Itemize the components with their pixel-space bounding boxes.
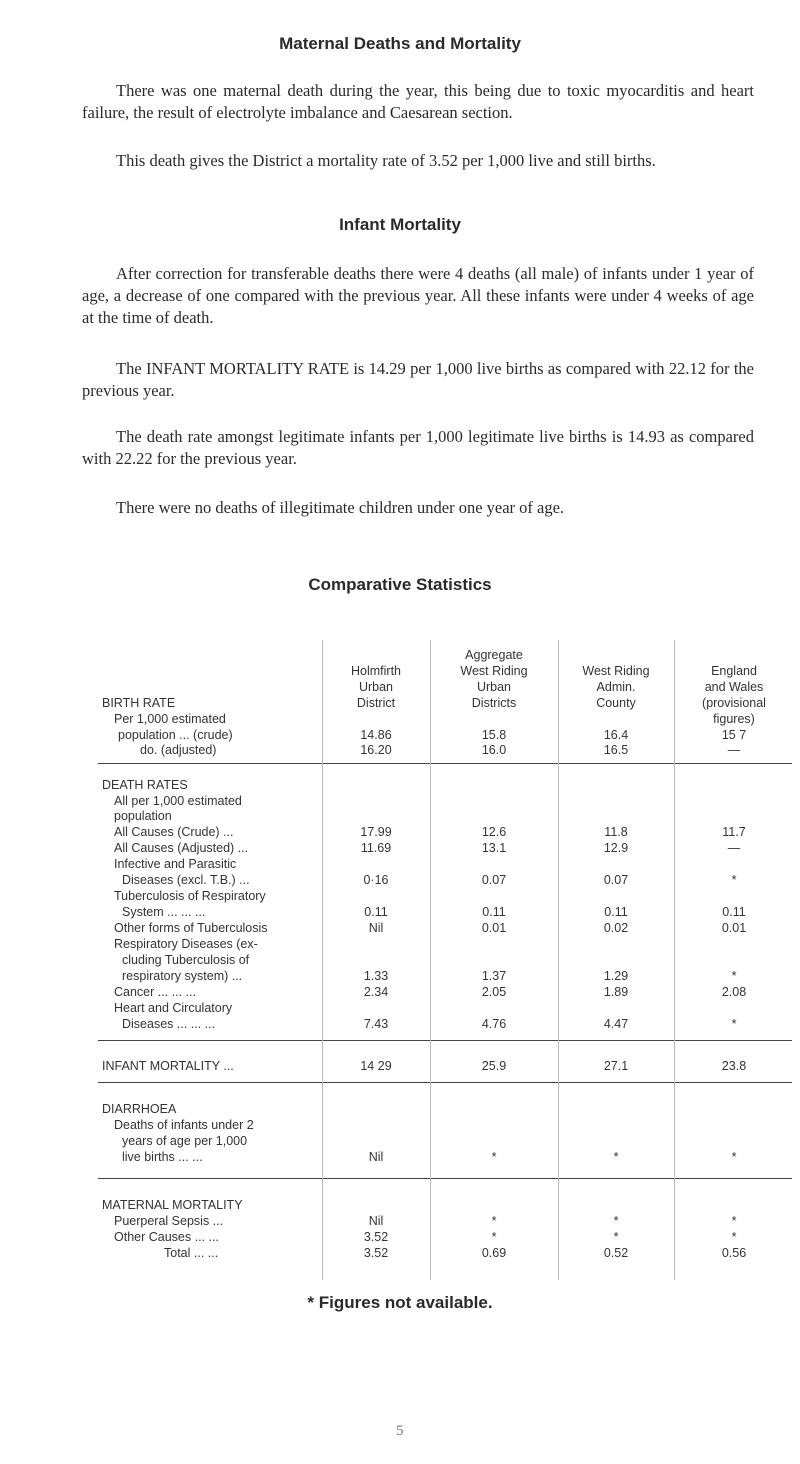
birth-crude-label: population ... (crude) bbox=[118, 728, 233, 742]
death-row-7-c4: 2.08 bbox=[721, 985, 747, 999]
death-row-4-c1: 0.11 bbox=[364, 905, 388, 919]
birth-adjusted-c3: 16.5 bbox=[603, 743, 629, 757]
death-row-5-c1: Nil bbox=[368, 921, 384, 935]
table-rule-2 bbox=[98, 1040, 792, 1041]
maternal-paragraph-1: There was one maternal death during the year, this being due to toxic myocarditis and heart failure, the result of electrolyte imbalance and Caesarean section. bbox=[82, 81, 754, 122]
death-row-6-c4: * bbox=[731, 969, 737, 983]
death-row-1-c4: 11.7 bbox=[722, 825, 746, 839]
death-rates-title: DEATH RATES bbox=[102, 778, 188, 792]
death-row-6-c1: 1.33 bbox=[363, 969, 389, 983]
death-row-7-c3: 1.89 bbox=[603, 985, 629, 999]
death-row-7-c1: 2.34 bbox=[363, 985, 389, 999]
infant-mortality-c2: 25.9 bbox=[481, 1059, 507, 1073]
col4-header-line4: figures) bbox=[713, 712, 755, 726]
col2-header-line2: West Riding bbox=[460, 664, 528, 678]
maternal-row-1-c1: Nil bbox=[368, 1214, 384, 1228]
col2-header-line1: Aggregate bbox=[465, 648, 523, 662]
death-row-2-c4: — bbox=[727, 841, 741, 855]
death-row-5-c2: 0.01 bbox=[481, 921, 507, 935]
maternal-row-2-label: Other Causes ... ... bbox=[114, 1230, 219, 1244]
death-row-2-label: All Causes (Adjusted) ... bbox=[114, 841, 249, 855]
death-row-8-label-1: Heart and Circulatory bbox=[114, 1001, 233, 1015]
death-row-4-c4: 0.11 bbox=[722, 905, 746, 919]
maternal-row-1-c4: * bbox=[731, 1214, 737, 1228]
death-row-7-label: Cancer ... ... ... bbox=[114, 985, 196, 999]
infant-mortality-c1: 14 29 bbox=[360, 1059, 392, 1073]
col4-header-line3: (provisional bbox=[702, 696, 766, 710]
infant-paragraph-3: The death rate amongst legitimate infants per 1,000 legitimate live births is 14.93 as compared with 22.22 for the previous year. bbox=[82, 427, 754, 468]
death-row-3-label-2: Diseases (excl. T.B.) ... bbox=[122, 873, 250, 887]
death-row-4-label-2: System ... ... ... bbox=[122, 905, 206, 919]
diarrhoea-label-1: Deaths of infants under 2 bbox=[114, 1118, 254, 1132]
diarrhoea-c3: * bbox=[613, 1150, 619, 1164]
death-row-6-label-3: respiratory system) ... bbox=[122, 969, 243, 983]
death-row-8-c3: 4.47 bbox=[603, 1017, 629, 1031]
death-rates-sub1: All per 1,000 estimated bbox=[114, 794, 242, 808]
death-row-2-c1: 11.69 bbox=[360, 841, 392, 855]
diarrhoea-c1: Nil bbox=[368, 1150, 384, 1164]
maternal-row-3-c2: 0.69 bbox=[481, 1246, 507, 1260]
diarrhoea-label-3: live births ... ... bbox=[122, 1150, 203, 1164]
infant-heading: Infant Mortality bbox=[339, 215, 461, 234]
col3-header-line1: West Riding bbox=[582, 664, 650, 678]
col4-header-line2: and Wales bbox=[704, 680, 764, 694]
death-row-6-label-1: Respiratory Diseases (ex- bbox=[114, 937, 258, 951]
birth-crude-c1: 14.86 bbox=[360, 728, 392, 742]
col1-header-line3: District bbox=[356, 696, 396, 710]
col4-header-line1: England bbox=[711, 664, 757, 678]
col1-header-line2: Urban bbox=[358, 680, 394, 694]
footnote: * Figures not available. bbox=[307, 1293, 493, 1312]
maternal-row-2-c3: * bbox=[613, 1230, 619, 1244]
col3-header-line3: County bbox=[596, 696, 636, 710]
diarrhoea-c4: * bbox=[731, 1150, 737, 1164]
infant-mortality-c3: 27.1 bbox=[603, 1059, 629, 1073]
maternal-row-1-label: Puerperal Sepsis ... bbox=[114, 1214, 224, 1228]
death-row-8-c1: 7.43 bbox=[363, 1017, 389, 1031]
table-divider-3 bbox=[558, 640, 559, 1280]
death-row-3-label-1: Infective and Parasitic bbox=[114, 857, 237, 871]
birth-adjusted-c1: 16.20 bbox=[360, 743, 392, 757]
birth-crude-c2: 15.8 bbox=[481, 728, 507, 742]
death-row-5-c4: 0.01 bbox=[721, 921, 747, 935]
infant-paragraph-4: There were no deaths of illegitimate children under one year of age. bbox=[116, 498, 565, 517]
col2-header-line3: Urban bbox=[476, 680, 512, 694]
maternal-row-3-c4: 0.56 bbox=[721, 1246, 747, 1260]
infant-mortality-label: INFANT MORTALITY ... bbox=[102, 1059, 234, 1073]
table-divider-2 bbox=[430, 640, 431, 1280]
infant-paragraph-1: After correction for transferable deaths there were 4 deaths (all male) of infants under 1 year of age, a decrease of one compared with the previous year. All these infants were under 4 weeks of age at the time of death. bbox=[82, 264, 754, 327]
death-row-8-c4: * bbox=[731, 1017, 737, 1031]
page-number: 5 bbox=[396, 1423, 404, 1439]
infant-paragraph-2: The INFANT MORTALITY RATE is 14.29 per 1,000 live births as compared with 22.12 for the previous year. bbox=[82, 359, 754, 400]
diarrhoea-label-2: years of age per 1,000 bbox=[122, 1134, 248, 1148]
maternal-row-2-c4: * bbox=[731, 1230, 737, 1244]
comparative-heading: Comparative Statistics bbox=[308, 575, 492, 594]
death-rates-sub2: population bbox=[114, 809, 172, 823]
table-divider-4 bbox=[674, 640, 675, 1280]
maternal-row-1-c2: * bbox=[491, 1214, 497, 1228]
col2-header-line4: Districts bbox=[471, 696, 517, 710]
table-rule-4 bbox=[98, 1178, 792, 1179]
maternal-row-2-c1: 3.52 bbox=[363, 1230, 389, 1244]
death-row-4-c2: 0.11 bbox=[482, 905, 506, 919]
death-row-8-label-2: Diseases ... ... ... bbox=[122, 1017, 216, 1031]
birth-rate-sub: Per 1,000 estimated bbox=[114, 712, 226, 726]
death-row-3-c3: 0.07 bbox=[603, 873, 629, 887]
death-row-2-c2: 13.1 bbox=[481, 841, 507, 855]
death-row-8-c2: 4.76 bbox=[481, 1017, 507, 1031]
col3-header-line2: Admin. bbox=[596, 680, 636, 694]
death-row-1-c2: 12.6 bbox=[481, 825, 507, 839]
death-row-1-c1: 17.99 bbox=[360, 825, 392, 839]
death-row-6-c2: 1.37 bbox=[481, 969, 507, 983]
infant-mortality-c4: 23.8 bbox=[721, 1059, 747, 1073]
birth-adjusted-c2: 16.0 bbox=[481, 743, 507, 757]
col1-header-line1: Holmfirth bbox=[350, 664, 401, 678]
diarrhoea-title: DIARRHOEA bbox=[102, 1102, 177, 1116]
maternal-mortality-title: MATERNAL MORTALITY bbox=[102, 1198, 243, 1212]
maternal-row-2-c2: * bbox=[491, 1230, 497, 1244]
death-row-7-c2: 2.05 bbox=[481, 985, 507, 999]
maternal-row-3-c1: 3.52 bbox=[363, 1246, 389, 1260]
death-row-6-c3: 1.29 bbox=[603, 969, 629, 983]
death-row-3-c2: 0.07 bbox=[481, 873, 507, 887]
death-row-3-c1: 0·16 bbox=[363, 873, 389, 887]
death-row-2-c3: 12.9 bbox=[603, 841, 629, 855]
maternal-paragraph-2: This death gives the District a mortality rate of 3.52 per 1,000 live and still births. bbox=[116, 151, 656, 170]
birth-rate-title: BIRTH RATE bbox=[102, 696, 176, 710]
death-row-4-label-1: Tuberculosis of Respiratory bbox=[114, 889, 266, 903]
maternal-heading: Maternal Deaths and Mortality bbox=[279, 34, 521, 53]
death-row-3-c4: * bbox=[731, 873, 737, 887]
table-divider-1 bbox=[322, 640, 323, 1280]
diarrhoea-c2: * bbox=[491, 1150, 497, 1164]
birth-adjusted-label: do. (adjusted) bbox=[140, 743, 217, 757]
birth-crude-c3: 16.4 bbox=[603, 728, 629, 742]
death-row-1-c3: 11.8 bbox=[604, 825, 628, 839]
death-row-5-label: Other forms of Tuberculosis bbox=[114, 921, 268, 935]
birth-adjusted-c4: — bbox=[727, 743, 741, 757]
maternal-row-3-c3: 0.52 bbox=[603, 1246, 629, 1260]
maternal-row-1-c3: * bbox=[613, 1214, 619, 1228]
table-rule-3 bbox=[98, 1082, 792, 1083]
death-row-1-label: All Causes (Crude) ... bbox=[114, 825, 234, 839]
birth-crude-c4: 15 7 bbox=[721, 728, 747, 742]
table-rule-1 bbox=[98, 763, 792, 764]
death-row-5-c3: 0.02 bbox=[603, 921, 629, 935]
maternal-row-3-label: Total ... ... bbox=[164, 1246, 219, 1260]
death-row-6-label-2: cluding Tuberculosis of bbox=[122, 953, 250, 967]
death-row-4-c3: 0.11 bbox=[604, 905, 628, 919]
